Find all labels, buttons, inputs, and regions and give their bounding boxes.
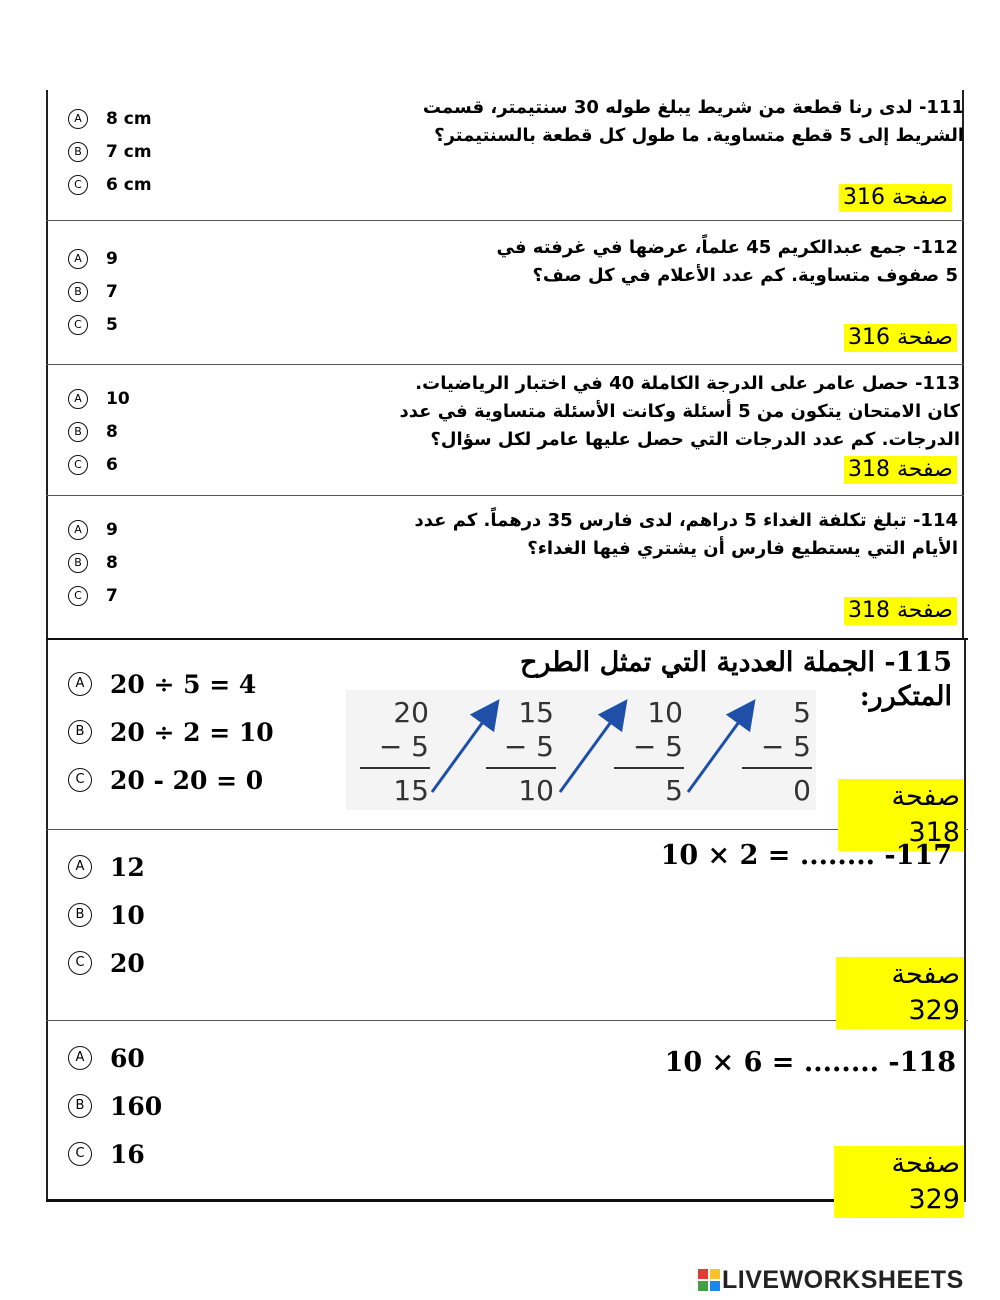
option-letter-a: A xyxy=(68,520,88,540)
option-b[interactable] xyxy=(68,708,274,756)
option-a[interactable] xyxy=(68,242,118,275)
option-letter-c: C xyxy=(68,586,88,606)
question-line: كان الامتحان يتكون من 5 أسئلة وكانت الأسئلة متساوية في عدد xyxy=(399,401,960,422)
option-c[interactable] xyxy=(68,308,118,341)
page-reference: صفحة 318 xyxy=(844,456,957,484)
question-113 xyxy=(46,364,964,495)
option-letter-a: A xyxy=(68,389,88,409)
option-letter-b: B xyxy=(68,720,92,744)
option-a[interactable] xyxy=(68,660,274,708)
option-value: 9 xyxy=(106,248,118,269)
option-letter-a: A xyxy=(68,249,88,269)
question-line: الأيام التي يستطيع فارس أن يشتري فيها الغداء؟ xyxy=(527,538,958,559)
option-a[interactable] xyxy=(68,102,152,135)
option-value: 7 xyxy=(106,281,118,302)
question-line: 112- جمع عبدالكريم 45 علماً، عرضها في غرفته في xyxy=(496,237,958,258)
question-118 xyxy=(46,1020,964,1215)
page-reference: صفحة 329 xyxy=(834,1146,964,1218)
option-letter-c: C xyxy=(68,175,88,195)
subtrahend: − 5 xyxy=(760,730,811,763)
option-letter-a: A xyxy=(68,672,92,696)
minuend: 15 xyxy=(518,696,554,729)
subtrahend: − 5 xyxy=(632,730,683,763)
option-letter-a: A xyxy=(68,855,92,879)
option-letter-b: B xyxy=(68,282,88,302)
option-letter-b: B xyxy=(68,1094,92,1118)
option-c[interactable] xyxy=(68,756,274,804)
page-reference: صفحة 318 xyxy=(844,597,957,625)
page-reference: صفحة 316 xyxy=(844,324,957,352)
option-b[interactable] xyxy=(68,415,130,448)
option-value: 5 xyxy=(106,314,118,335)
options xyxy=(68,843,145,987)
option-value: 12 xyxy=(110,852,145,882)
option-letter-a: A xyxy=(68,109,88,129)
option-value: 10 xyxy=(110,900,145,930)
liveworksheets-logo[interactable] xyxy=(698,1266,964,1295)
option-letter-c: C xyxy=(68,1142,92,1166)
question-line: 114- تبلغ تكلفة الغداء 5 دراهم، لدى فارس 35 درهماً. كم عدد xyxy=(414,510,958,531)
question-text xyxy=(364,94,964,150)
options xyxy=(68,660,274,804)
option-letter-c: C xyxy=(68,951,92,975)
option-value: 20 ÷ 5 = 4 xyxy=(110,669,257,699)
option-a[interactable] xyxy=(68,1034,162,1082)
option-b[interactable] xyxy=(68,135,152,168)
difference: 10 xyxy=(518,774,554,807)
option-a[interactable] xyxy=(68,382,130,415)
option-c[interactable] xyxy=(68,168,152,201)
option-letter-c: C xyxy=(68,768,92,792)
option-a[interactable] xyxy=(68,843,145,891)
page-reference: صفحة 329 xyxy=(836,957,964,1029)
option-value: 20 - 20 = 0 xyxy=(110,765,264,795)
question-text xyxy=(358,507,958,563)
minuend: 5 xyxy=(793,696,811,729)
option-value: 20 xyxy=(110,948,145,978)
option-c[interactable] xyxy=(68,579,118,612)
options xyxy=(68,102,152,201)
right-border-lower xyxy=(964,638,966,1202)
option-letter-c: C xyxy=(68,315,88,335)
difference: 15 xyxy=(393,774,429,807)
option-a[interactable] xyxy=(68,513,118,546)
option-value: 6 xyxy=(106,454,118,475)
option-letter-b: B xyxy=(68,553,88,573)
minuend: 10 xyxy=(647,696,683,729)
option-value: 6 cm xyxy=(106,174,152,195)
options xyxy=(68,382,130,481)
question-text: 117- ........ = 2 × 10 xyxy=(660,840,952,871)
option-value: 160 xyxy=(110,1091,163,1121)
question-text: 118- ........ = 6 × 10 xyxy=(664,1047,956,1078)
options xyxy=(68,513,118,612)
subtrahend: − 5 xyxy=(378,730,429,763)
difference: 5 xyxy=(665,774,683,807)
option-letter-b: B xyxy=(68,903,92,927)
question-line: 113- حصل عامر على الدرجة الكاملة 40 في اختبار الرياضيات. xyxy=(415,373,960,394)
repeated-subtraction-diagram xyxy=(346,690,816,810)
worksheet-frame xyxy=(46,90,964,1215)
option-b[interactable] xyxy=(68,891,145,939)
question-text xyxy=(340,370,960,454)
option-b[interactable] xyxy=(68,275,118,308)
option-letter-a: A xyxy=(68,1046,92,1070)
option-letter-b: B xyxy=(68,422,88,442)
option-value: 60 xyxy=(110,1043,145,1073)
option-letter-b: B xyxy=(68,142,88,162)
question-text: 115- الجملة العددية التي تمثل الطرح المتكرر: xyxy=(519,647,952,712)
question-line: الدرجات. كم عدد الدرجات التي حصل عليها عامر لكل سؤال؟ xyxy=(430,429,960,450)
page-reference: صفحة 318 xyxy=(838,779,964,851)
option-value: 7 xyxy=(106,585,118,606)
option-b[interactable] xyxy=(68,1082,162,1130)
minuend: 20 xyxy=(393,696,429,729)
question-114 xyxy=(46,495,964,638)
question-line: الشريط إلى 5 قطع متساوية. ما طول كل قطعة بالسنتيمتر؟ xyxy=(434,125,964,146)
option-value: 9 xyxy=(106,519,118,540)
option-value: 16 xyxy=(110,1139,145,1169)
option-value: 8 xyxy=(106,421,118,442)
options xyxy=(68,1034,162,1178)
question-112 xyxy=(46,220,964,364)
question-117 xyxy=(46,829,964,1026)
option-letter-c: C xyxy=(68,455,88,475)
question-text xyxy=(398,234,958,290)
option-c[interactable] xyxy=(68,448,130,481)
option-c[interactable] xyxy=(68,939,145,987)
option-value: 10 xyxy=(106,388,130,409)
question-line: 111- لدى رنا قطعة من شريط يبلغ طوله 30 سنتيمتر، قسمت xyxy=(422,97,964,118)
question-line: 5 صفوف متساوية. كم عدد الأعلام في كل صف؟ xyxy=(532,265,958,286)
subtrahend: − 5 xyxy=(503,730,554,763)
option-b[interactable] xyxy=(68,546,118,579)
difference: 0 xyxy=(793,774,811,807)
brand-name: LIVEWORKSHEETS xyxy=(722,1266,964,1294)
option-value: 8 xyxy=(106,552,118,573)
options xyxy=(68,242,118,341)
question-111 xyxy=(46,90,964,220)
question-115 xyxy=(46,638,964,848)
option-value: 20 ÷ 2 = 10 xyxy=(110,717,274,747)
option-value: 8 cm xyxy=(106,108,152,129)
option-c[interactable] xyxy=(68,1130,162,1178)
logo-icon xyxy=(698,1269,722,1293)
page-reference: صفحة 316 xyxy=(839,184,952,212)
option-value: 7 cm xyxy=(106,141,152,162)
